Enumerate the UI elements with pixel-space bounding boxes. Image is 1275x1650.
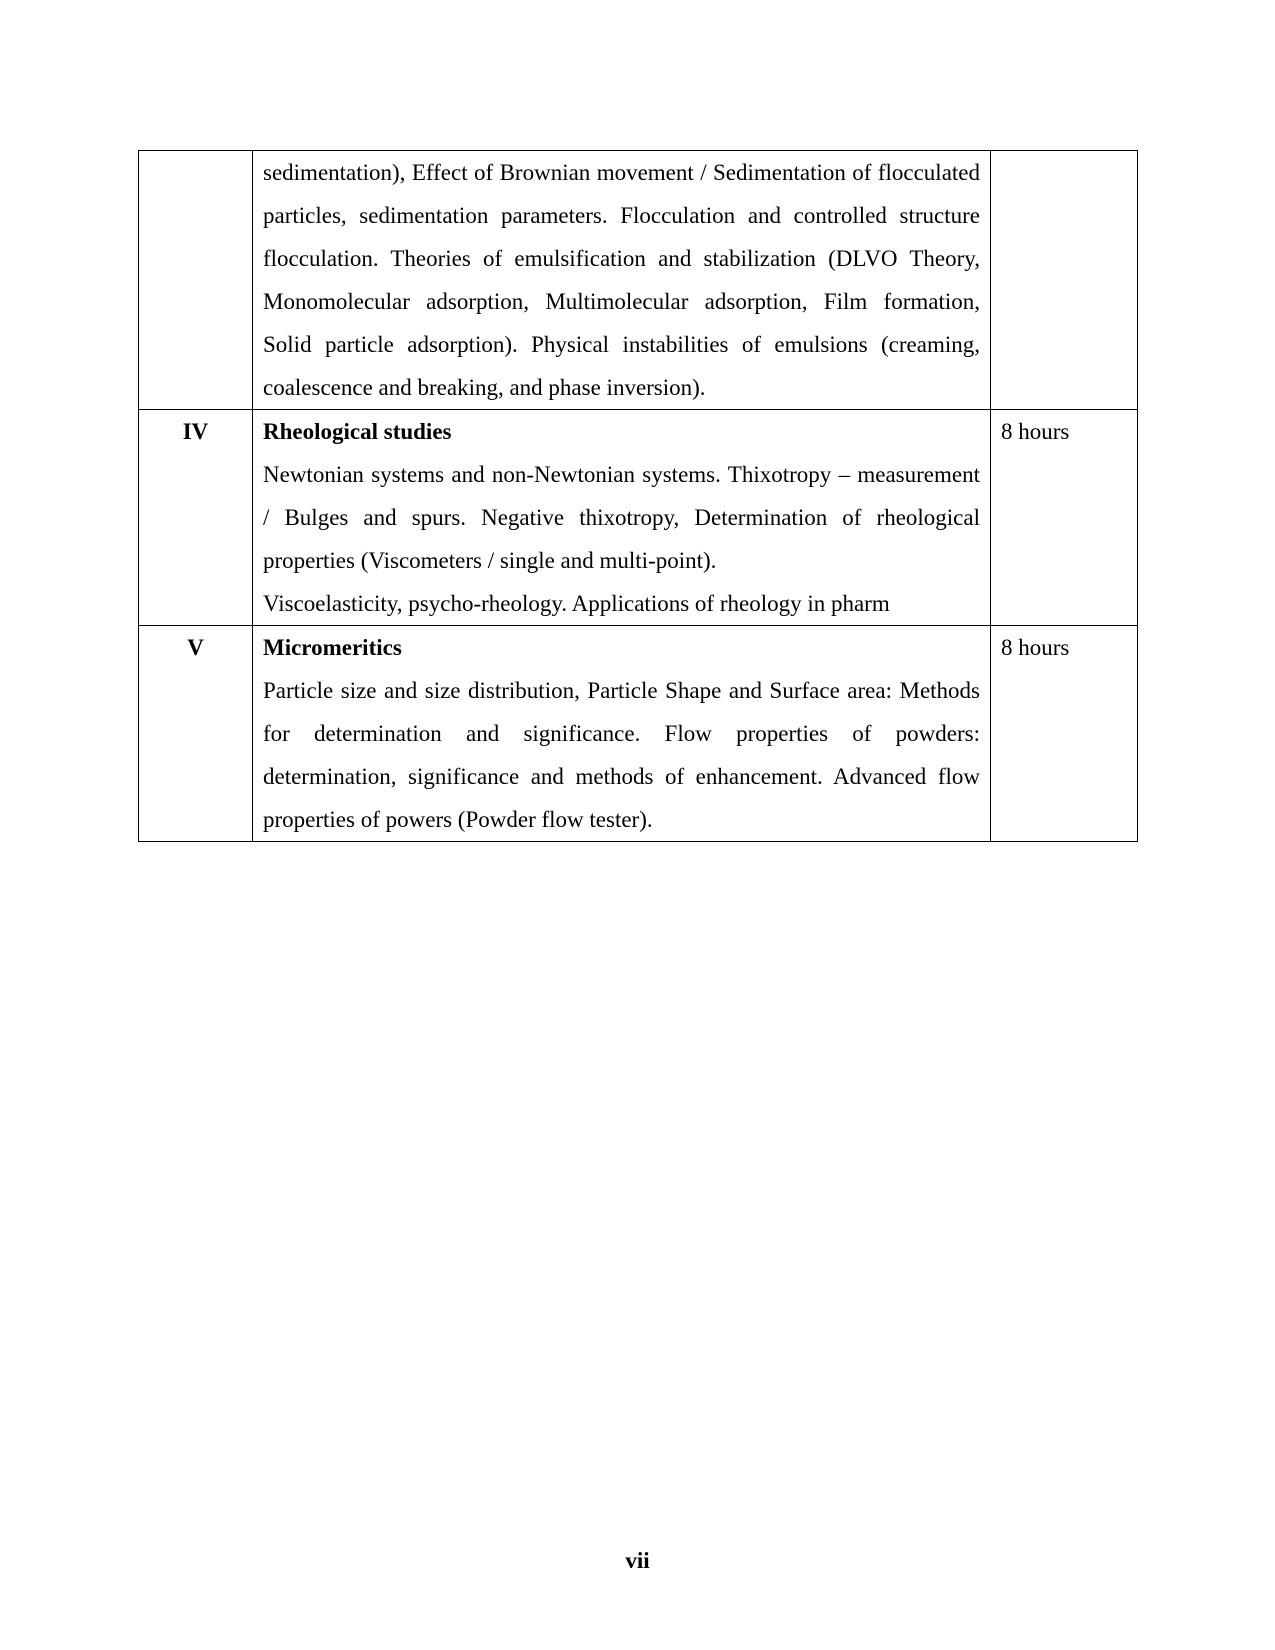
table-row [139,410,1138,626]
unit-description: Newtonian systems and non-Newtonian systems. Thixotropy – measurement / Bulges and spurs. Negative thixotropy, Determination of rheological properties (Viscometers / single and multi-point). [263,462,980,573]
page-number: vii [625,1548,650,1573]
unit-description: sedimentation), Effect of Brownian movement / Sedimentation of flocculated particles, sedimentation parameters. Flocculation and controlled structure flocculation. Theories of emulsification and stabilization (DLVO Theory, Monomolecular adsorption, Multimolecular adsorption, Film formation, Solid particle adsorption). Physical instabilities of emulsions (creaming, coalescence and breaking, and phase inversion). [263,160,980,400]
table-row [139,626,1138,842]
unit-title: Rheological studies [263,419,452,444]
table-row [139,151,1138,410]
syllabus-table [138,150,1138,842]
unit-hours: 8 hours [991,410,1138,626]
unit-number: IV [139,410,253,626]
unit-number [139,151,253,410]
unit-description: Viscoelasticity, psycho-rheology. Applications of rheology in pharm [263,591,890,616]
unit-number: V [139,626,253,842]
unit-content [253,626,991,842]
unit-title: Micromeritics [263,635,402,660]
unit-content [253,410,991,626]
unit-hours [991,151,1138,410]
unit-hours: 8 hours [991,626,1138,842]
unit-content [253,151,991,410]
unit-description: Particle size and size distribution, Particle Shape and Surface area: Methods for determination and significance. Flow properties of powders: determination, significance and methods of enhancement. Advanced flow properties of powers (Powder flow tester). [263,678,980,832]
